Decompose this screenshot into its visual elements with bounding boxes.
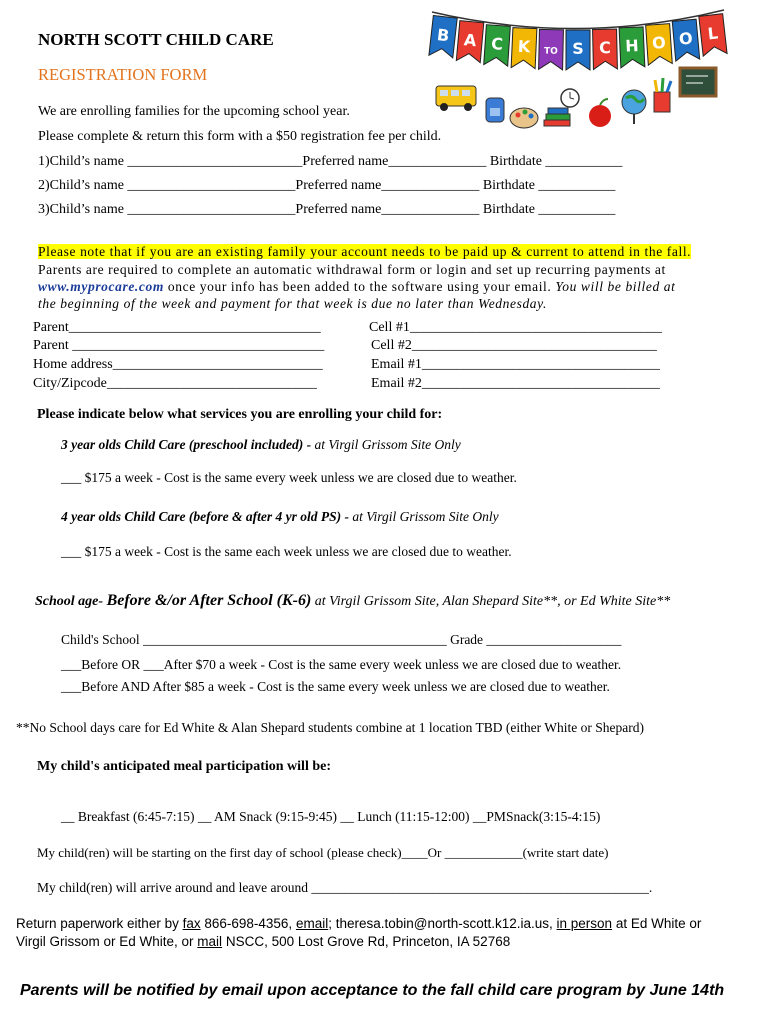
back-to-school-banner-image	[428, 6, 728, 141]
mail-address: NSCC, 500 Lost Grove Rd, Princeton, IA 52768	[222, 934, 511, 949]
books-icon	[544, 108, 570, 126]
email-1-field[interactable]: Email #1__________________________________	[371, 357, 660, 372]
autopay-notice: Parents are required to complete an automatic withdrawal form or login and set up recurring payments at	[38, 262, 666, 277]
banner-pennant	[456, 21, 483, 63]
cell-1-field[interactable]: Cell #1____________________________________	[369, 320, 662, 335]
banner-letter: B	[436, 25, 451, 46]
banner-pennant	[646, 24, 673, 66]
email-link[interactable]: email	[295, 916, 329, 931]
banner-pennant	[566, 30, 590, 70]
clock-icon	[561, 89, 579, 107]
banner-pennant	[672, 19, 699, 61]
child-1-fields[interactable]: 1)Child’s name _________________________Preferred name______________ Birthdate ___________	[38, 154, 623, 169]
return-text-1: Return paperwork either by	[16, 916, 183, 931]
form-title: REGISTRATION FORM	[38, 65, 208, 84]
parent-1-field[interactable]: Parent____________________________________	[33, 320, 321, 335]
school-age-title-a: School age-	[35, 594, 107, 609]
parent-2-field[interactable]: Parent ____________________________________	[33, 338, 325, 353]
fax-link[interactable]: fax	[182, 916, 201, 931]
city-zipcode-field[interactable]: City/Zipcode______________________________	[33, 376, 317, 391]
globe-icon	[622, 90, 646, 124]
fax-number: 866-698-4356,	[200, 916, 296, 931]
three-year-title: 3 year olds Child Care (preschool included) -	[61, 437, 315, 452]
paint-palette-icon	[510, 108, 538, 128]
banner-pennant	[511, 28, 537, 69]
three-year-option[interactable]: ___ $175 a week - Cost is the same every week unless we are closed due to weather.	[61, 470, 517, 485]
return-paperwork-line-1	[16, 916, 701, 931]
childs-school-grade-field[interactable]: Child's School _____________________________________________ Grade ____________________	[61, 632, 622, 647]
existing-family-notice	[38, 244, 691, 260]
apple-icon	[589, 99, 611, 127]
banner-letter: TO	[543, 46, 558, 57]
backpack-icon	[486, 98, 504, 122]
meal-options[interactable]: __ Breakfast (6:45-7:15) __ AM Snack (9:15-9:45) __ Lunch (11:15-12:00) __PMSnack(3:15-4:15)	[61, 809, 601, 824]
four-year-site: at Virgil Grissom Site Only	[352, 509, 499, 524]
four-year-option[interactable]: ___ $175 a week - Cost is the same each week unless we are closed due to weather.	[61, 544, 512, 559]
procare-link[interactable]: www.myprocare.com	[38, 279, 164, 294]
chalkboard-icon	[680, 68, 716, 96]
school-age-sites: at Virgil Grissom Site, Alan Shepard Site**, or Ed White Site**	[311, 594, 671, 609]
three-year-heading	[61, 437, 461, 453]
banner-pennant	[593, 29, 618, 70]
banner-pennant	[484, 25, 511, 67]
form-organization-title: NORTH SCOTT CHILD CARE	[38, 30, 274, 49]
school-age-heading	[35, 592, 670, 610]
four-year-title: 4 year olds Child Care (before & after 4 yr old PS) -	[61, 509, 353, 524]
banner-letter: C	[490, 34, 504, 54]
before-and-after-option[interactable]: ___Before AND After $85 a week - Cost is the same every week unless we are closed due to weather.	[61, 679, 610, 694]
home-address-field[interactable]: Home address______________________________	[33, 357, 323, 372]
banner-pennant	[539, 29, 564, 70]
banner-letter: L	[706, 23, 719, 44]
banner-letter: K	[517, 36, 531, 57]
no-school-days-note: **No School days care for Ed White & Alan Shepard students combine at 1 location TBD (either White or Shepard)	[16, 720, 644, 735]
cell-2-field[interactable]: Cell #2___________________________________	[371, 338, 657, 353]
procare-line-text: once your info has been added to the software using your email.	[163, 279, 556, 294]
banner-pennant	[699, 14, 727, 56]
banner-pennant	[619, 27, 645, 68]
return-text-5: Virgil Grissom or Ed White, or	[16, 934, 198, 949]
services-heading: Please indicate below what services you are enrolling your child for:	[37, 407, 443, 422]
email-address: ; theresa.tobin@north-scott.k12.ia.us,	[328, 916, 557, 931]
intro-fee-text: Please complete & return this form with a $50 registration fee per child.	[38, 129, 442, 144]
meal-heading: My child's anticipated meal participation will be:	[37, 759, 331, 774]
before-or-after-option[interactable]: ___Before OR ___After $70 a week - Cost is the same every week unless we are closed due to weather.	[61, 657, 622, 672]
child-2-fields[interactable]: 2)Child’s name ________________________Preferred name______________ Birthdate ___________	[38, 178, 616, 193]
school-age-title-b: Before &/or After School (K-6)	[106, 592, 312, 609]
start-date-field[interactable]: My child(ren) will be starting on the first day of school (please check)____Or ____________(write start date)	[37, 845, 609, 860]
banner-letter: O	[651, 32, 667, 53]
school-bus-icon	[436, 86, 476, 111]
return-text-4: at Ed White or	[612, 916, 702, 931]
banner-letter: S	[572, 39, 584, 58]
banner-letter: H	[624, 36, 640, 56]
four-year-heading	[61, 509, 499, 525]
in-person-link[interactable]: in person	[556, 916, 613, 931]
three-year-site: at Virgil Grissom Site Only	[314, 437, 461, 452]
highlighted-notice: Please note that if you are an existing family your account needs to be paid up & current to attend in the fall.	[38, 244, 692, 259]
return-paperwork-line-2	[16, 934, 510, 949]
pencil-cup-icon	[654, 78, 671, 112]
procare-line	[38, 279, 675, 295]
mail-link[interactable]: mail	[197, 934, 223, 949]
banner-letter: A	[463, 30, 478, 51]
email-2-field[interactable]: Email #2__________________________________	[371, 376, 660, 391]
banner-letter: C	[598, 38, 612, 58]
banner-pennant	[429, 16, 457, 58]
billing-due-note: the beginning of the week and payment for that week is due no later than Wednesday.	[38, 296, 547, 311]
intro-text: We are enrolling families for the upcoming school year.	[38, 104, 350, 119]
child-3-fields[interactable]: 3)Child’s name ________________________Preferred name______________ Birthdate ___________	[38, 202, 616, 217]
billing-note: You will be billed at	[555, 279, 676, 294]
banner-letter: O	[678, 28, 694, 49]
acceptance-notice: Parents will be notified by email upon acceptance to the fall child care program by June 14th	[20, 982, 725, 999]
arrive-leave-field[interactable]: My child(ren) will arrive around and leave around __________________________________________________.	[37, 880, 653, 895]
